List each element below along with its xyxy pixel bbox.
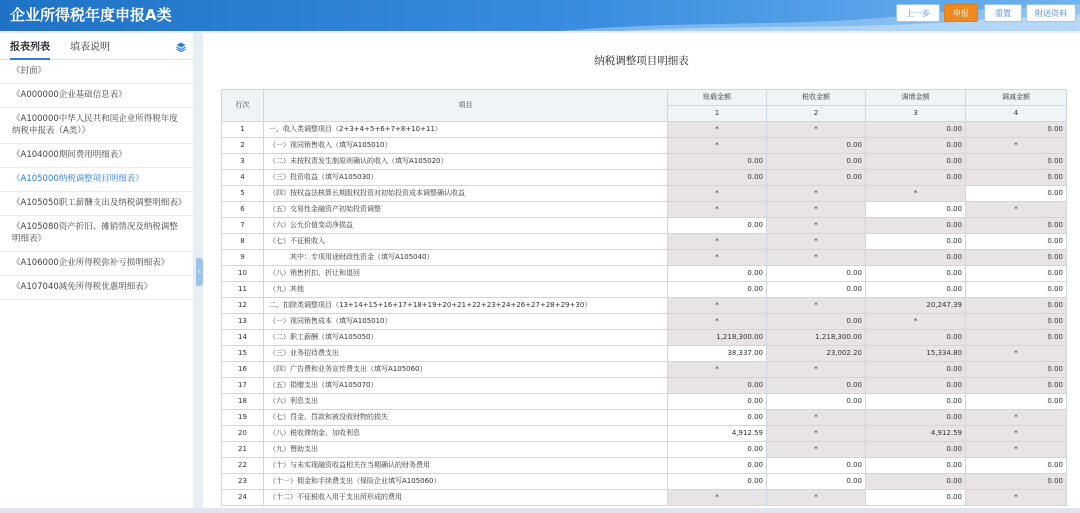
readonly-cell: 0.00 [866, 170, 966, 186]
table-row [222, 154, 1067, 170]
item-label: （二）职工薪酬（填写A105050） [264, 330, 668, 346]
item-label: （十二）不征税收入用于支出所形成的费用 [264, 490, 668, 506]
readonly-cell: 0.00 [767, 154, 866, 170]
amount-input-cell[interactable]: 0.00 [966, 394, 1067, 410]
item-label: （十一）佣金和手续费支出（保险企业填写A105060） [264, 474, 668, 490]
amount-input-cell[interactable]: 0.00 [966, 458, 1067, 474]
readonly-cell: * [966, 490, 1067, 506]
readonly-cell: 0.00 [866, 218, 966, 234]
item-label: （十）与未实现融资收益相关在当期确认的财务费用 [264, 458, 668, 474]
sidebar-item-report[interactable]: 《A105000纳税调整项目明细表》 [0, 168, 193, 192]
item-label: （六）利息支出 [264, 394, 668, 410]
app-header [0, 0, 1080, 31]
amount-input-cell[interactable]: 0.00 [668, 218, 767, 234]
layers-icon[interactable] [176, 42, 186, 52]
readonly-cell: 0.00 [866, 362, 966, 378]
item-label: 其中：专项用途财政性资金（填写A105040） [264, 250, 668, 266]
sidebar-item-report[interactable]: 《A000000企业基础信息表》 [0, 84, 193, 108]
readonly-cell: * [668, 298, 767, 314]
readonly-cell: 0.00 [767, 314, 866, 330]
readonly-cell: 0.00 [866, 378, 966, 394]
readonly-cell: 1,218,300.00 [668, 330, 767, 346]
readonly-cell: * [767, 234, 866, 250]
line-number: 24 [222, 490, 264, 506]
prev-step-button[interactable]: 上一步 [896, 4, 940, 22]
item-label: （四）广告费和业务宣传费支出（填写A105060） [264, 362, 668, 378]
sidebar-item-report[interactable]: 《A107040减免所得税优惠明细表》 [0, 276, 193, 300]
readonly-cell: 23,002.20 [767, 346, 866, 362]
readonly-cell: 0.00 [966, 474, 1067, 490]
readonly-cell: 0.00 [668, 170, 767, 186]
header-col-num: 2 [767, 106, 866, 122]
amount-input-cell[interactable]: 0.00 [866, 266, 966, 282]
readonly-cell: 0.00 [866, 250, 966, 266]
line-number: 15 [222, 346, 264, 362]
sidebar-collapse-handle[interactable]: ‹ [196, 258, 203, 286]
readonly-cell: * [767, 298, 866, 314]
amount-input-cell[interactable]: 0.00 [866, 458, 966, 474]
readonly-cell: * [767, 218, 866, 234]
table-row [222, 346, 1067, 362]
readonly-cell: 0.00 [966, 298, 1067, 314]
line-number: 18 [222, 394, 264, 410]
item-label: （八）税收滞纳金、加收利息 [264, 426, 668, 442]
amount-input-cell[interactable]: 0.00 [668, 442, 767, 458]
readonly-cell: * [668, 234, 767, 250]
table-row [222, 250, 1067, 266]
table-row [222, 186, 1067, 202]
item-label: （三）投资收益（填写A105030） [264, 170, 668, 186]
line-number: 11 [222, 282, 264, 298]
amount-input-cell[interactable]: 0.00 [966, 234, 1067, 250]
readonly-cell: 1,218,300.00 [767, 330, 866, 346]
sidebar [0, 33, 193, 508]
readonly-cell: * [668, 186, 767, 202]
readonly-cell: 4,912.59 [866, 426, 966, 442]
line-number: 19 [222, 410, 264, 426]
readonly-cell: * [767, 410, 866, 426]
table-row [222, 362, 1067, 378]
readonly-cell: * [668, 202, 767, 218]
readonly-cell: 0.00 [966, 362, 1067, 378]
header-increase-amount: 调增金额 [866, 90, 966, 106]
line-number: 12 [222, 298, 264, 314]
form-panel [203, 33, 1080, 508]
tab-report-list[interactable]: 报表列表 [10, 41, 50, 60]
table-row [222, 282, 1067, 298]
attach-docs-button[interactable]: 附送资料 [1026, 4, 1076, 22]
amount-input-cell[interactable]: 0.00 [767, 266, 866, 282]
readonly-cell: 0.00 [966, 330, 1067, 346]
readonly-cell: * [866, 314, 966, 330]
readonly-cell: 0.00 [866, 442, 966, 458]
line-number: 17 [222, 378, 264, 394]
line-number: 5 [222, 186, 264, 202]
amount-input-cell[interactable]: 4,912.59 [668, 426, 767, 442]
tab-fill-instructions[interactable]: 填表说明 [70, 42, 110, 53]
table-row [222, 394, 1067, 410]
table-row [222, 170, 1067, 186]
line-number: 10 [222, 266, 264, 282]
submit-button[interactable]: 申报 [944, 4, 978, 22]
readonly-cell: 0.00 [767, 170, 866, 186]
table-row [222, 234, 1067, 250]
readonly-cell: 0.00 [866, 474, 966, 490]
amount-input-cell[interactable]: 0.00 [668, 458, 767, 474]
readonly-cell: 0.00 [866, 122, 966, 138]
reset-button[interactable]: 重置 [984, 4, 1022, 22]
readonly-cell: 0.00 [767, 378, 866, 394]
readonly-cell: * [668, 490, 767, 506]
amount-input-cell[interactable]: 0.00 [668, 282, 767, 298]
readonly-cell: * [767, 442, 866, 458]
table-row [222, 330, 1067, 346]
readonly-cell: * [767, 202, 866, 218]
line-number: 21 [222, 442, 264, 458]
line-number: 3 [222, 154, 264, 170]
amount-input-cell[interactable]: 0.00 [866, 394, 966, 410]
amount-input-cell[interactable]: 0.00 [866, 282, 966, 298]
table-row [222, 426, 1067, 442]
item-label: （四）按权益法核算长期股权投资对初始投资成本调整确认收益 [264, 186, 668, 202]
readonly-cell: * [668, 250, 767, 266]
item-label: （一）视同销售收入（填写A105010） [264, 138, 668, 154]
header-book-amount: 账载金额 [668, 90, 767, 106]
item-label: 二、扣除类调整项目（13+14+15+16+17+18+19+20+21+22+23+24+26+27+28+29+30） [264, 298, 668, 314]
line-number: 2 [222, 138, 264, 154]
readonly-cell: * [767, 362, 866, 378]
app-title: 企业所得税年度申报A类 [10, 6, 172, 24]
sidebar-item-report[interactable]: 《封面》 [0, 60, 193, 84]
line-number: 8 [222, 234, 264, 250]
item-label: （五）交易性金融资产初始投资调整 [264, 202, 668, 218]
table-row [222, 122, 1067, 138]
amount-input-cell[interactable]: 0.00 [966, 282, 1067, 298]
line-number: 6 [222, 202, 264, 218]
item-label: （九）其他 [264, 282, 668, 298]
table-row [222, 314, 1067, 330]
item-label: （二）未按权责发生制原则确认的收入（填写A105020） [264, 154, 668, 170]
item-label: （一）视同销售成本（填写A105010） [264, 314, 668, 330]
readonly-cell: 0.00 [966, 250, 1067, 266]
line-number: 20 [222, 426, 264, 442]
readonly-cell: * [966, 202, 1067, 218]
line-number: 14 [222, 330, 264, 346]
line-number: 4 [222, 170, 264, 186]
readonly-cell: * [668, 122, 767, 138]
readonly-cell: * [966, 426, 1067, 442]
line-number: 22 [222, 458, 264, 474]
readonly-cell: * [966, 138, 1067, 154]
readonly-cell: 0.00 [966, 170, 1067, 186]
readonly-cell: * [966, 442, 1067, 458]
readonly-cell: 0.00 [966, 378, 1067, 394]
amount-input-cell[interactable]: 0.00 [668, 266, 767, 282]
header-tax-amount: 税收金额 [767, 90, 866, 106]
line-number: 23 [222, 474, 264, 490]
item-label: （七）不征税收入 [264, 234, 668, 250]
readonly-cell: 0.00 [866, 154, 966, 170]
amount-input-cell[interactable]: 0.00 [866, 202, 966, 218]
amount-input-cell[interactable]: 0.00 [767, 282, 866, 298]
table-row [222, 138, 1067, 154]
sidebar-tabs [0, 33, 193, 60]
readonly-cell: 15,334.80 [866, 346, 966, 362]
table-row [222, 378, 1067, 394]
table-row [222, 490, 1067, 506]
readonly-cell: * [767, 186, 866, 202]
sidebar-item-report[interactable]: 《A105080资产折旧、摊销情况及纳税调整明细表》 [0, 216, 193, 252]
table-row [222, 458, 1067, 474]
amount-input-cell[interactable]: 0.00 [866, 490, 966, 506]
readonly-cell: * [668, 362, 767, 378]
readonly-cell: 0.00 [966, 154, 1067, 170]
horizontal-scrollbar[interactable] [0, 508, 1080, 513]
item-label: 一、收入类调整项目（2+3+4+5+6+7+8+10+11） [264, 122, 668, 138]
line-number: 9 [222, 250, 264, 266]
amount-input-cell[interactable]: 0.00 [668, 410, 767, 426]
header-col-num: 3 [866, 106, 966, 122]
readonly-cell: 0.00 [866, 138, 966, 154]
line-number: 13 [222, 314, 264, 330]
item-label: （六）公允价值变动净损益 [264, 218, 668, 234]
readonly-cell: * [668, 314, 767, 330]
readonly-cell: * [767, 122, 866, 138]
line-number: 7 [222, 218, 264, 234]
header-decrease-amount: 调减金额 [966, 90, 1067, 106]
item-label: （九）赞助支出 [264, 442, 668, 458]
readonly-cell: 0.00 [966, 218, 1067, 234]
readonly-cell: 0.00 [668, 154, 767, 170]
readonly-cell: 20,247.39 [866, 298, 966, 314]
sidebar-item-report[interactable]: 《A104000期间费用明细表》 [0, 144, 193, 168]
readonly-cell: 0.00 [966, 122, 1067, 138]
readonly-cell: * [966, 410, 1067, 426]
readonly-cell: 0.00 [866, 410, 966, 426]
header-col-num: 1 [668, 106, 767, 122]
readonly-cell: * [767, 426, 866, 442]
item-label: （三）业务招待费支出 [264, 346, 668, 362]
adjustment-table [221, 89, 1067, 506]
header-item: 项目 [264, 90, 668, 122]
amount-input-cell[interactable]: 0.00 [767, 394, 866, 410]
table-row [222, 202, 1067, 218]
sidebar-item-report[interactable]: 《A100000中华人民共和国企业所得税年度纳税申报表（A类）》 [0, 108, 193, 144]
readonly-cell: * [966, 346, 1067, 362]
amount-input-cell[interactable]: 0.00 [966, 266, 1067, 282]
amount-input-cell[interactable]: 0.00 [767, 474, 866, 490]
table-row [222, 218, 1067, 234]
header-line-no: 行次 [222, 90, 264, 122]
table-row [222, 442, 1067, 458]
readonly-cell: * [767, 490, 866, 506]
readonly-cell: 0.00 [966, 314, 1067, 330]
sidebar-item-report[interactable]: 《A106000企业所得税弥补亏损明细表》 [0, 252, 193, 276]
amount-input-cell[interactable]: 0.00 [866, 234, 966, 250]
table-row [222, 474, 1067, 490]
readonly-cell: 0.00 [866, 330, 966, 346]
item-label: （五）捐赠支出（填写A105070） [264, 378, 668, 394]
table-row [222, 298, 1067, 314]
sidebar-item-report[interactable]: 《A105050职工薪酬支出及纳税调整明细表》 [0, 192, 193, 216]
header-col-num: 4 [966, 106, 1067, 122]
readonly-cell: 0.00 [668, 378, 767, 394]
amount-input-cell[interactable]: 0.00 [966, 186, 1067, 202]
report-list [0, 60, 193, 300]
amount-input-cell[interactable]: 0.00 [668, 394, 767, 410]
line-number: 16 [222, 362, 264, 378]
readonly-cell: * [866, 186, 966, 202]
item-label: （七）罚金、罚款和被没收财物的损失 [264, 410, 668, 426]
table-row [222, 410, 1067, 426]
readonly-cell: 0.00 [767, 138, 866, 154]
line-number: 1 [222, 122, 264, 138]
item-label: （八）销售折扣、折让和退回 [264, 266, 668, 282]
table-row [222, 266, 1067, 282]
amount-input-cell[interactable]: 0.00 [668, 474, 767, 490]
readonly-cell: * [767, 250, 866, 266]
amount-input-cell[interactable]: 0.00 [767, 458, 866, 474]
form-title: 纳税调整项目明细表 [594, 55, 689, 67]
readonly-cell: * [668, 138, 767, 154]
amount-input-cell[interactable]: 38,337.00 [668, 346, 767, 362]
